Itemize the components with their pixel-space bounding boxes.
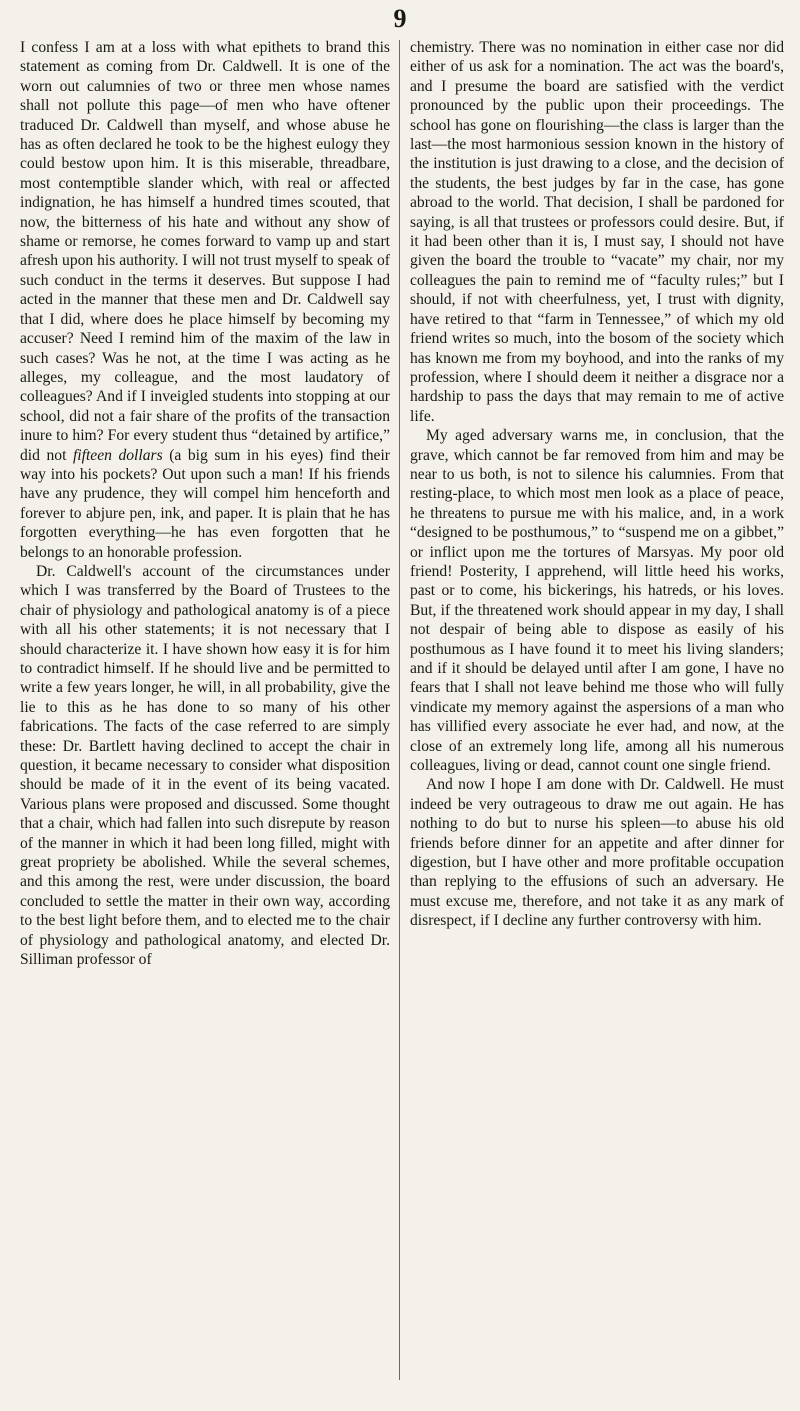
left-column — [20, 38, 390, 970]
paragraph: My aged adversary warns me, in conclusion, that the grave, which cannot be far removed from him and may be near to us both, is not to silence his calumnies. From that resting-place, to which most men look as a place of peace, he threatens to pursue me with his malice, and, in a work “designed to be posthumous,” to “suspend me on a gibbet,” or inflict upon me the tortures of Marsyas. My poor old friend! Posterity, I apprehend, will little heed his works, past or to come, his bickerings, his hatreds, or his loves. But, if the threatened work should appear in my day, I shall not despair of being able to dispose as easily of his posthumous as I have found it to meet his living slanders; and if it should be delayed until after I am gone, I have no fears that I shall not leave behind me those who will fully vindicate my memory against the aspersions of a man who has villified every associate he ever had, and now, at the close of an extremely long life, among all his numerous colleagues, living or dead, cannot count one single friend. — [410, 427, 784, 775]
paragraph: And now I hope I am done with Dr. Caldwell. He must indeed be very outrageous to draw me out again. He has nothing to do but to nurse his spleen—to abuse his old friends before dinner for an appetite and after dinner for digestion, but I have other and more profitable occupation than replying to the effusions of such an adversary. He must excuse me, therefore, and not take it as any mark of disrespect, if I decline any further controversy with him. — [410, 776, 784, 930]
right-column — [410, 38, 784, 931]
column-divider — [399, 40, 400, 1380]
emphasis-text: fifteen dollars — [72, 446, 163, 464]
paragraph-text: I confess I am at a loss with what epithets to brand this statement as coming from Dr. Caldwell. It is one of the worn out calumnies of two or three men whose names shall not pollute this page—of men who have oftener traduced Dr. Caldwell than myself, and whose abuse he has as often declared he took to be the highest eulogy they could bestow upon him. It is this miserable, threadbare, most contemptible slander which, with real or affected indignation, he has himself a hundred times scouted, that now, the bitterness of his hate and without any show of shame or remorse, he comes forward to vamp up and start afresh upon his authority. I will not trust myself to speak of such conduct in the terms it deserves. But suppose I had acted in the manner that these men and Dr. Caldwell say that I did, where does he place himself by becoming my accuser? Need I remind him of the maxim of the law in such cases? Was he not, at the time I was acting as he alleges, my colleague, and the most laudatory of colleagues? And if I inveigled students into stopping at our school, did not a fair share of the profits of the transaction inure to him? For every student thus “detained by artifice,” did not — [20, 39, 390, 464]
paragraph: chemistry. There was no nomination in either case nor did either of us ask for a nomination. The act was the board's, and I presume the board are satisfied with the verdict pronounced by the public upon their proceedings. The school has gone on flourishing—the class is larger than the last—the most harmonious session known in the history of the institution is just drawing to a close, and the decision of the students, the best judges by far in the case, has gone abroad to the world. That decision, I shall be pardoned for saying, is all that trustees or professors could desire. But, if it had been other than it is, I must say, I should not have given the board the trouble to “vacate” my chair, nor my colleagues the pain to remind me of “faculty rules;” but I should, if not with cheerfulness, yet, I trust with dignity, have retired to that “farm in Tennessee,” of which my old friend writes so much, into the bosom of the society which has known me from my boyhood, and into the ranks of my profession, where I should deem it neither a disgrace nor a hardship to pass the days that may remain to me of active life. — [410, 39, 784, 425]
paragraph: Dr. Caldwell's account of the circumstances under which I was transferred by the Board of Trustees to the chair of physiology and pathological anatomy is of a piece with all his other statements; it is not necessary that I should characterize it. I have shown how easy it is for him to contradict himself. If he should live and be permitted to write a few years longer, he will, in all probability, give the lie to this as he has done to so many of his other fabrications. The facts of the case referred to are simply these: Dr. Bartlett having declined to accept the chair in question, it became necessary to consider what disposition should be made of it in the event of its being vacated. Various plans were proposed and discussed. Some thought that a chair, which had fallen into such disrepute by reason of the manner in which it had been long filled, might with great propriety be abolished. While the several schemes, and this among the rest, were under discussion, the board concluded to settle the matter in their own way, according to the best light before them, and to elected me to the chair of physiology and pathological anatomy, and elected Dr. Silliman professor of — [20, 562, 390, 969]
paragraph-text: (a big sum in his eyes) find their way into his pockets? Out upon such a man! If his friends have any prudence, they will compel him henceforth and forever to abjure pen, ink, and paper. It is plain that he has forgotten everything—he has even forgotten that he belongs to an honorable profession. — [20, 446, 390, 561]
paragraph — [20, 38, 390, 562]
page-number: 9 — [393, 4, 407, 33]
